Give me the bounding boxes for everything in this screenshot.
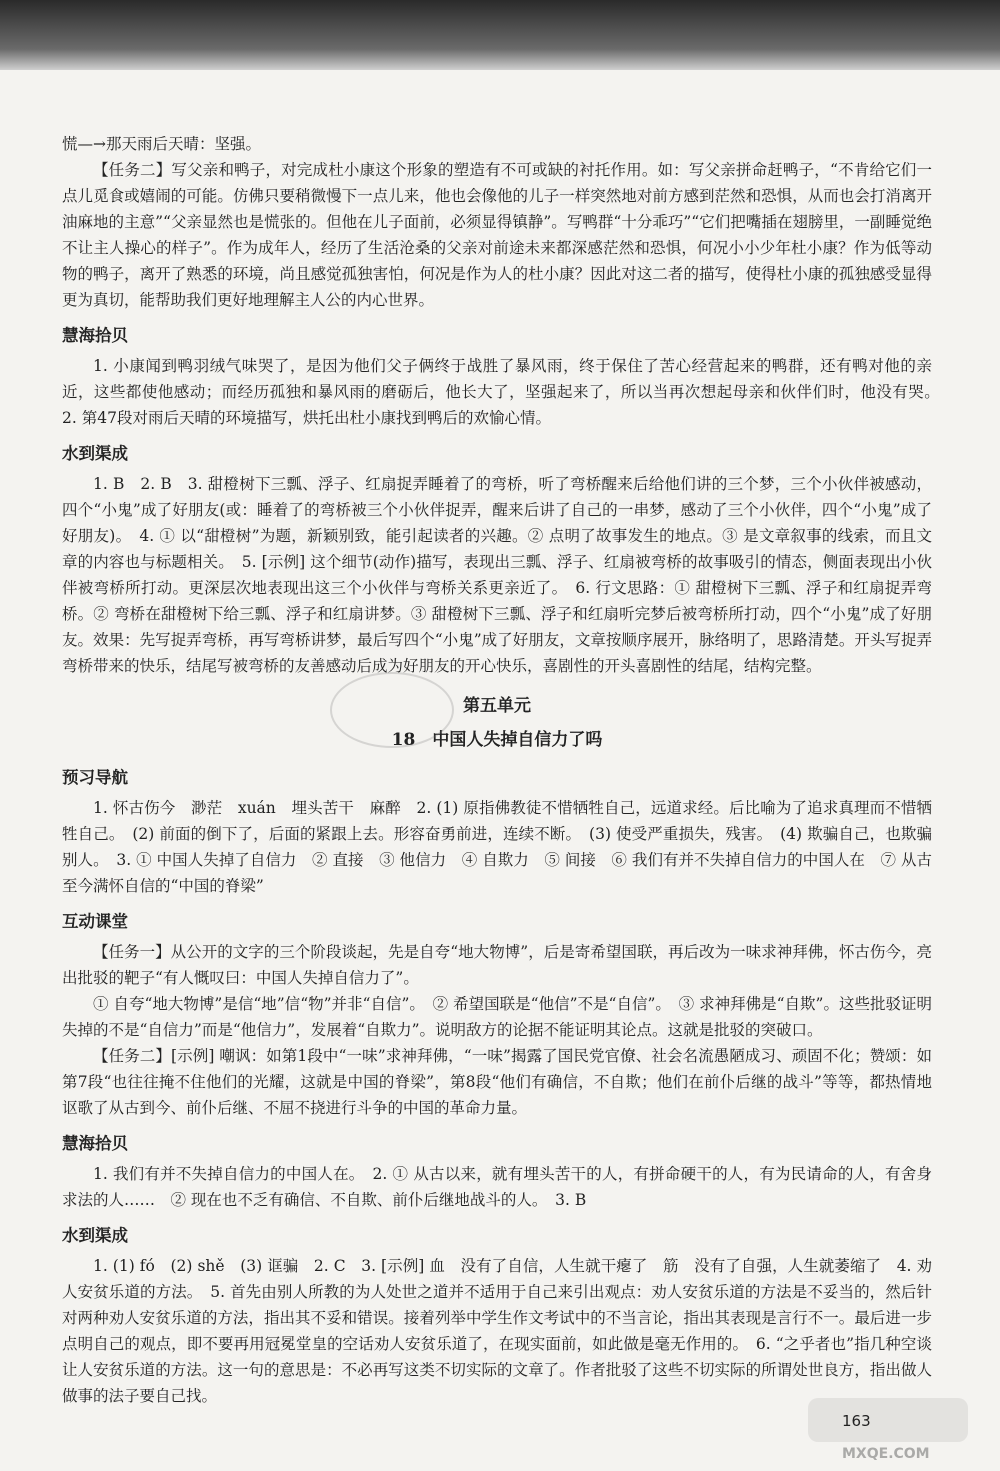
- paragraph-huihai-answers: 1. 小康闻到鸭羽绒气味哭了，是因为他们父子俩终于战胜了暴风雨，终于保住了苦心经营起来的鸭群，还有鸭对他的亲近，这些都使他感动；而经历孤独和暴风雨的磨砺后，他长大了，坚强起来了，所以当再次想起母亲和伙伴们时，他没有哭。 2. 第47段对雨后天晴的环境描写，烘托出杜小康找到鸭后的欢愉心情。: [62, 357, 948, 427]
- section-heading-huihai-2: 慧海拾贝: [62, 1134, 128, 1153]
- watermark-stamp: [330, 672, 454, 748]
- paragraph-task-one: 【任务一】从公开的文字的三个阶段谈起，先是自夸“地大物博”，后是寄希望国联，再后改为一味求神拜佛，怀古伤今，亮出批驳的靶子“有人慨叹曰：中国人失掉自信力了”。: [62, 943, 932, 987]
- unit-title: 第五单元: [463, 696, 531, 716]
- lesson-title: 18 中国人失掉自信力了吗: [391, 730, 603, 750]
- section-heading-huihai: 慧海拾贝: [62, 326, 128, 345]
- answer-page: [62, 131, 948, 1409]
- watermark-url: MXQE.COM: [842, 1446, 930, 1462]
- paragraph-intro-line: 慌—→那天雨后天晴：坚强。: [62, 135, 261, 153]
- section-heading-yuxi: 预习导航: [62, 768, 128, 787]
- page-number: 163: [842, 1412, 871, 1430]
- paragraph-task-two-example: 【任务二】[示例] 嘲讽：如第1段中“一味”求神拜佛，“一味”揭露了国民党官僚、社会名流愚陋成习、顽固不化；赞颂：如第7段“也往往掩不住他们的光耀，这就是中国的脊梁”，第8段“他们有确信，不自欺；他们在前仆后继的战斗”等等，都热情地讴歌了从古到今、前仆后继、不屈不挠进行斗争的中国的革命力量。: [62, 1047, 932, 1117]
- section-heading-shuidao-2: 水到渠成: [62, 1226, 128, 1245]
- paragraph-shuidao-answers: 1. B 2. B 3. 甜橙树下三瓢、浮子、红扇捉弄睡着了的弯桥，听了弯桥醒来后给他们讲的三个梦，三个小伙伴被感动，四个“小鬼”成了好朋友(或：睡着了的弯桥被三个小伙伴捉弄，醒来后讲了自己的一串梦，感动了三个小伙伴，四个“小鬼”成了好朋友)。 4. ① 以“甜橙树”为题，新颖别致，能引起读者的兴趣。② 点明了故事发生的地点。③ 是文章叙事的线索，而且文章的内容也与标题相关。 5. [示例] 这个细节(动作)描写，表现出三瓢、浮子、红扇被弯桥的故事吸引的情态，侧面表现出小伙伴被弯桥所打动。更深层次地表现出这三个小伙伴与弯桥关系更亲近了。 6. 行文思路：① 甜橙树下三瓢、浮子和红扇捉弄弯桥。② 弯桥在甜橙树下给三瓢、浮子和红扇讲梦。③ 甜橙树下三瓢、浮子和红扇听完梦后被弯桥所打动，四个“小鬼”成了好朋友。效果：先写捉弄弯桥，再写弯桥讲梦，最后写四个“小鬼”成了好朋友，文章按顺序展开，脉络明了，思路清楚。开头写捉弄弯桥带来的快乐，结尾写被弯桥的友善感动后成为好朋友的开心快乐，喜剧性的开头喜剧性的结尾，结构完整。: [62, 475, 932, 675]
- paragraph-task-two: 【任务二】写父亲和鸭子，对完成杜小康这个形象的塑造有不可或缺的衬托作用。如：写父亲拼命赶鸭子，“不肯给它们一点儿觅食或嬉闹的可能。仿佛只要稍微慢下一点儿来，他也会像他的儿子一样突然地对前方感到茫然和恐惧，从而也会打消离开油麻地的主意”“父亲显然也是慌张的。但他在儿子面前，必须显得镇静”。写鸭群“十分乖巧”“它们把嘴插在翅膀里，一副睡觉绝不让主人操心的样子”。作为成年人，经历了生活沧桑的父亲对前途未来都深感茫然和恐惧，何况小小少年杜小康？作为低等动物的鸭子，离开了熟悉的环境，尚且感觉孤独害怕，何况是作为人的杜小康？因此对这二者的描写，使得杜小康的孤独感受显得更为真切，能帮助我们更好地理解主人公的内心世界。: [62, 161, 932, 309]
- watermark-logo: [808, 1398, 968, 1442]
- paragraph-huihai-answers-2: 1. 我们有并不失掉自信力的中国人在。 2. ① 从古以来，就有埋头苦干的人，有拼命硬干的人，有为民请命的人，有舍身求法的人…… ② 现在也不乏有确信、不自欺、前仆后继地战斗的人。 3. B: [62, 1165, 932, 1209]
- section-heading-shuidao: 水到渠成: [62, 444, 128, 463]
- scan-top-shadow: [0, 0, 1000, 70]
- section-heading-hudong: 互动课堂: [62, 912, 128, 931]
- paragraph-task-one-points: ① 自夸“地大物博”是信“地”信“物”并非“自信”。 ② 希望国联是“他信”不是“自信”。 ③ 求神拜佛是“自欺”。这些批驳证明失掉的不是“自信力”而是“他信力”，发展着“自欺力”。说明敌方的论据不能证明其论点。这就是批驳的突破口。: [62, 995, 932, 1039]
- paragraph-shuidao-answers-2: 1. (1) fó (2) shě (3) 诓骗 2. C 3. [示例] 血 没有了自信，人生就干瘪了 筋 没有了自强，人生就萎缩了 4. 劝人安贫乐道的方法。 5. 首先由别人所教的为人处世之道并不适用于自己来引出观点：劝人安贫乐道的方法是不妥当的，然后针对两种劝人安贫乐道的方法，指出其不妥和错误。接着列举中学生作文考试中的不当言论，指出其表现是言行不一。最后进一步点明自己的观点，即不要再用冠冕堂皇的空话劝人安贫乐道了，在现实面前，如此做是毫无作用的。 6. “之乎者也”指几种空谈让人安贫乐道的方法。这一句的意思是：不必再写这类不切实际的文章了。作者批驳了这些不切实际的所谓处世良方，指出做人做事的法子要自己找。: [62, 1257, 932, 1405]
- paragraph-yuxi-answers: 1. 怀古伤今 渺茫 xuán 埋头苦干 麻醉 2. (1) 原指佛教徒不惜牺牲自己，远道求经。后比喻为了追求真理而不惜牺牲自己。 (2) 前面的倒下了，后面的紧跟上去。形容奋勇前进，连续不断。 (3) 使受严重损失，残害。 (4) 欺骗自己，也欺骗别人。 3. ① 中国人失掉了自信力 ② 直接 ③ 他信力 ④ 自欺力 ⑤ 间接 ⑥ 我们有并不失掉自信力的中国人在 ⑦ 从古至今满怀自信的“中国的脊梁”: [62, 799, 932, 895]
